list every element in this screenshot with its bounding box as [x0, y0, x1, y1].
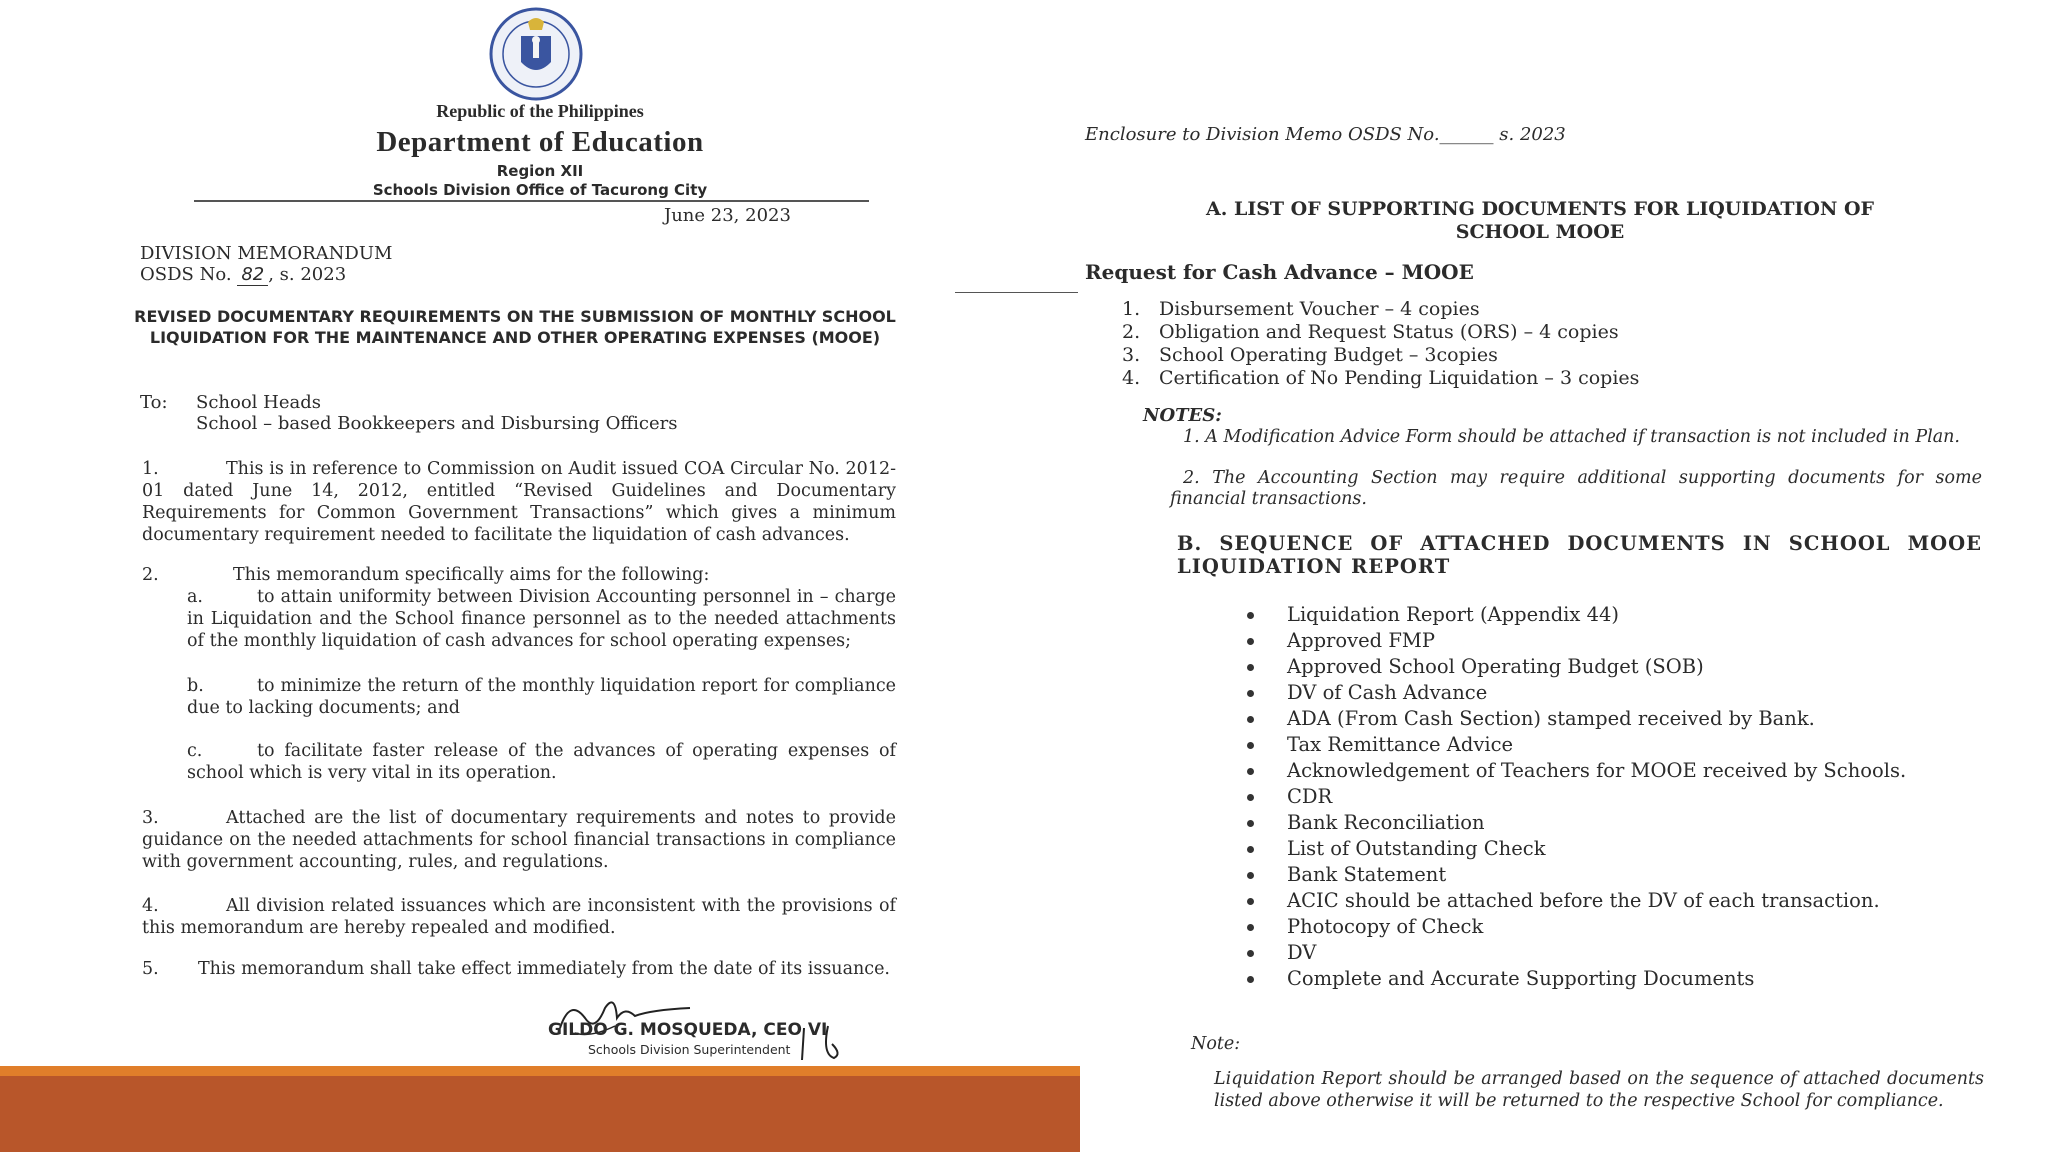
- paragraph-2c: [187, 740, 896, 784]
- deped-seal-icon: [488, 6, 584, 102]
- margin-rule: [955, 292, 1078, 293]
- paragraph-4-text: All division related issuances which are inconsistent with the provisions of this memorandum are hereby repealed and modified.: [142, 896, 896, 938]
- list-item-text: List of Outstanding Check: [1287, 837, 1546, 860]
- list-item: [1248, 759, 1906, 782]
- bullet-icon: [1247, 664, 1254, 671]
- notes-title: NOTES:: [1143, 405, 1222, 426]
- department-name: Department of Education: [376, 126, 704, 158]
- list-item-text: ACIC should be attached before the DV of each transaction.: [1287, 889, 1880, 912]
- bullet-icon: [1247, 768, 1254, 775]
- request-title: Request for Cash Advance – MOOE: [1085, 260, 1474, 284]
- list-item: [1248, 811, 1485, 834]
- bullet-icon: [1247, 794, 1254, 801]
- list-item: [1248, 967, 1754, 990]
- paragraph-2-text: This memorandum specifically aims for the following:: [233, 565, 710, 585]
- bullet-icon: [1247, 872, 1254, 879]
- paragraph-2b: [187, 675, 896, 719]
- list-item: [1248, 603, 1619, 626]
- paragraph-2c-text: to facilitate faster release of the advances of operating expenses of school which is very vital in its operation.: [187, 741, 896, 783]
- list-item: [1248, 915, 1483, 938]
- to-recipient-1: School Heads: [196, 392, 321, 413]
- paragraph-3: [142, 807, 896, 873]
- bullet-icon: [1247, 690, 1254, 697]
- paragraph-2b-text: to minimize the return of the monthly liquidation report for compliance due to lacking documents; and: [187, 676, 896, 718]
- list-item-text: ADA (From Cash Section) stamped received by Bank.: [1287, 707, 1815, 730]
- list-item-text: Tax Remittance Advice: [1287, 733, 1514, 756]
- to-recipient-2: School – based Bookkeepers and Disbursing Officers: [196, 413, 678, 434]
- to-label: To:: [140, 392, 168, 413]
- paragraph-5-text: This memorandum shall take effect immediately from the date of its issuance.: [198, 959, 890, 979]
- signatory-title: Schools Division Superintendent: [588, 1042, 791, 1057]
- list-item: [1122, 298, 1480, 320]
- list-item-text: CDR: [1287, 785, 1333, 808]
- paragraph-2a: [187, 586, 896, 652]
- list-item-text: DV of Cash Advance: [1287, 681, 1488, 704]
- paragraph-1-number: 1.: [142, 459, 159, 479]
- list-item-text: Obligation and Request Status (ORS) – 4 copies: [1159, 321, 1619, 343]
- bullet-icon: [1247, 898, 1254, 905]
- list-item-text: Bank Reconciliation: [1287, 811, 1485, 834]
- bullet-icon: [1247, 950, 1254, 957]
- list-item: [1248, 629, 1435, 652]
- division-office-line: Schools Division Office of Tacurong City: [372, 181, 708, 199]
- list-item-text: Bank Statement: [1287, 863, 1447, 886]
- paragraph-5: [142, 958, 896, 980]
- bullet-icon: [1247, 742, 1254, 749]
- section-a-title: A. LIST OF SUPPORTING DOCUMENTS FOR LIQUIDATION OF SCHOOL MOOE: [1205, 198, 1874, 243]
- list-item: [1248, 681, 1487, 704]
- memo-number-value: 82: [237, 264, 268, 286]
- header-divider: [194, 200, 869, 202]
- paragraph-2: [142, 564, 896, 586]
- list-item-number: 4.: [1122, 367, 1141, 389]
- list-item-text: Acknowledgement of Teachers for MOOE received by Schools.: [1287, 759, 1907, 782]
- footer-band: [0, 1076, 1080, 1152]
- note-body: Liquidation Report should be arranged based on the sequence of attached documents listed above otherwise it will be returned to the respective School for compliance.: [1214, 1069, 1984, 1111]
- list-item: [1248, 837, 1546, 860]
- paragraph-2c-letter: c.: [187, 741, 203, 761]
- list-item: [1248, 785, 1332, 808]
- enclosure-line: Enclosure to Division Memo OSDS No.______ s. 2023: [1085, 124, 1566, 145]
- list-item: [1248, 707, 1815, 730]
- signatory-name: GILDO G. MOSQUEDA, CEO VI: [548, 1020, 828, 1040]
- bullet-icon: [1247, 846, 1254, 853]
- list-item-text: Approved School Operating Budget (SOB): [1287, 655, 1704, 678]
- section-b-title: B. SEQUENCE OF ATTACHED DOCUMENTS IN SCHOOL MOOE LIQUIDATION REPORT: [1177, 532, 1982, 578]
- note-title: Note:: [1191, 1034, 1241, 1054]
- footer-band-highlight: [0, 1066, 1080, 1076]
- paragraph-4-number: 4.: [142, 896, 159, 916]
- republic-line: Republic of the Philippines: [436, 101, 644, 121]
- bullet-icon: [1247, 612, 1254, 619]
- paragraph-3-text: Attached are the list of documentary requirements and notes to provide guidance on the needed attachments for school financial transactions in compliance with government accounting, rules, and regulations.: [142, 808, 896, 872]
- memo-number: [140, 264, 346, 285]
- paragraph-2-number: 2.: [142, 565, 159, 585]
- bullet-icon: [1247, 716, 1254, 723]
- memo-type: DIVISION MEMORANDUM: [140, 243, 393, 264]
- list-item-text: Approved FMP: [1287, 629, 1435, 652]
- paragraph-2a-letter: a.: [187, 587, 203, 607]
- list-item-text: Photocopy of Check: [1287, 915, 1484, 938]
- paragraph-4: [142, 895, 896, 939]
- bullet-icon: [1247, 638, 1254, 645]
- memo-date: June 23, 2023: [664, 205, 791, 226]
- paragraph-1-text: This is in reference to Commission on Audit issued COA Circular No. 2012-01 dated June 14, 2012, entitled “Revised Guidelines and Documentary Requirements for Common Government Transactions” which gives a minimum documentary requirement needed to facilitate the liquidation of cash advances.: [142, 459, 896, 545]
- note-1: 1. A Modification Advice Form should be attached if transaction is not included in Plan.: [1183, 427, 1960, 447]
- paragraph-2b-letter: b.: [187, 676, 204, 696]
- list-item-number: 3.: [1122, 344, 1141, 366]
- memo-number-prefix: OSDS No.: [140, 264, 232, 285]
- list-item-number: 2.: [1122, 321, 1141, 343]
- paragraph-1: [142, 458, 896, 546]
- list-item: [1248, 889, 1880, 912]
- region-line: Region XII: [496, 162, 584, 180]
- note-2: 2. The Accounting Section may require additional supporting documents for some financial transactions.: [1170, 468, 1982, 509]
- bullet-icon: [1247, 924, 1254, 931]
- list-item: [1122, 321, 1619, 343]
- bullet-icon: [1247, 820, 1254, 827]
- list-item: [1248, 863, 1446, 886]
- paragraph-3-number: 3.: [142, 808, 159, 828]
- list-item-number: 1.: [1122, 298, 1141, 320]
- initials-mark-icon: [798, 1024, 848, 1064]
- list-item-text: Certification of No Pending Liquidation – 3 copies: [1159, 367, 1640, 389]
- list-item: [1248, 655, 1704, 678]
- list-item-text: DV: [1287, 941, 1317, 964]
- list-item: [1248, 941, 1316, 964]
- paragraph-5-number: 5.: [142, 959, 159, 979]
- list-item: [1122, 344, 1498, 366]
- list-item-text: Liquidation Report (Appendix 44): [1287, 603, 1620, 626]
- paragraph-2a-text: to attain uniformity between Division Accounting personnel in – charge in Liquidation and the School finance personnel as to the needed attachments of the monthly liquidation of cash advances for school operating expenses;: [187, 587, 896, 651]
- bullet-icon: [1247, 976, 1254, 983]
- list-item-text: Complete and Accurate Supporting Documents: [1287, 967, 1755, 990]
- list-item: [1122, 367, 1639, 389]
- memo-number-suffix: , s. 2023: [268, 264, 347, 285]
- list-item-text: School Operating Budget – 3copies: [1159, 344, 1498, 366]
- list-item: [1248, 733, 1513, 756]
- list-item-text: Disbursement Voucher – 4 copies: [1159, 298, 1480, 320]
- memo-subject: REVISED DOCUMENTARY REQUIREMENTS ON THE SUBMISSION OF MONTHLY SCHOOL LIQUIDATION FOR THE MAINTENANCE AND OTHER OPERATING EXPENSES (MOOE): [134, 307, 896, 347]
